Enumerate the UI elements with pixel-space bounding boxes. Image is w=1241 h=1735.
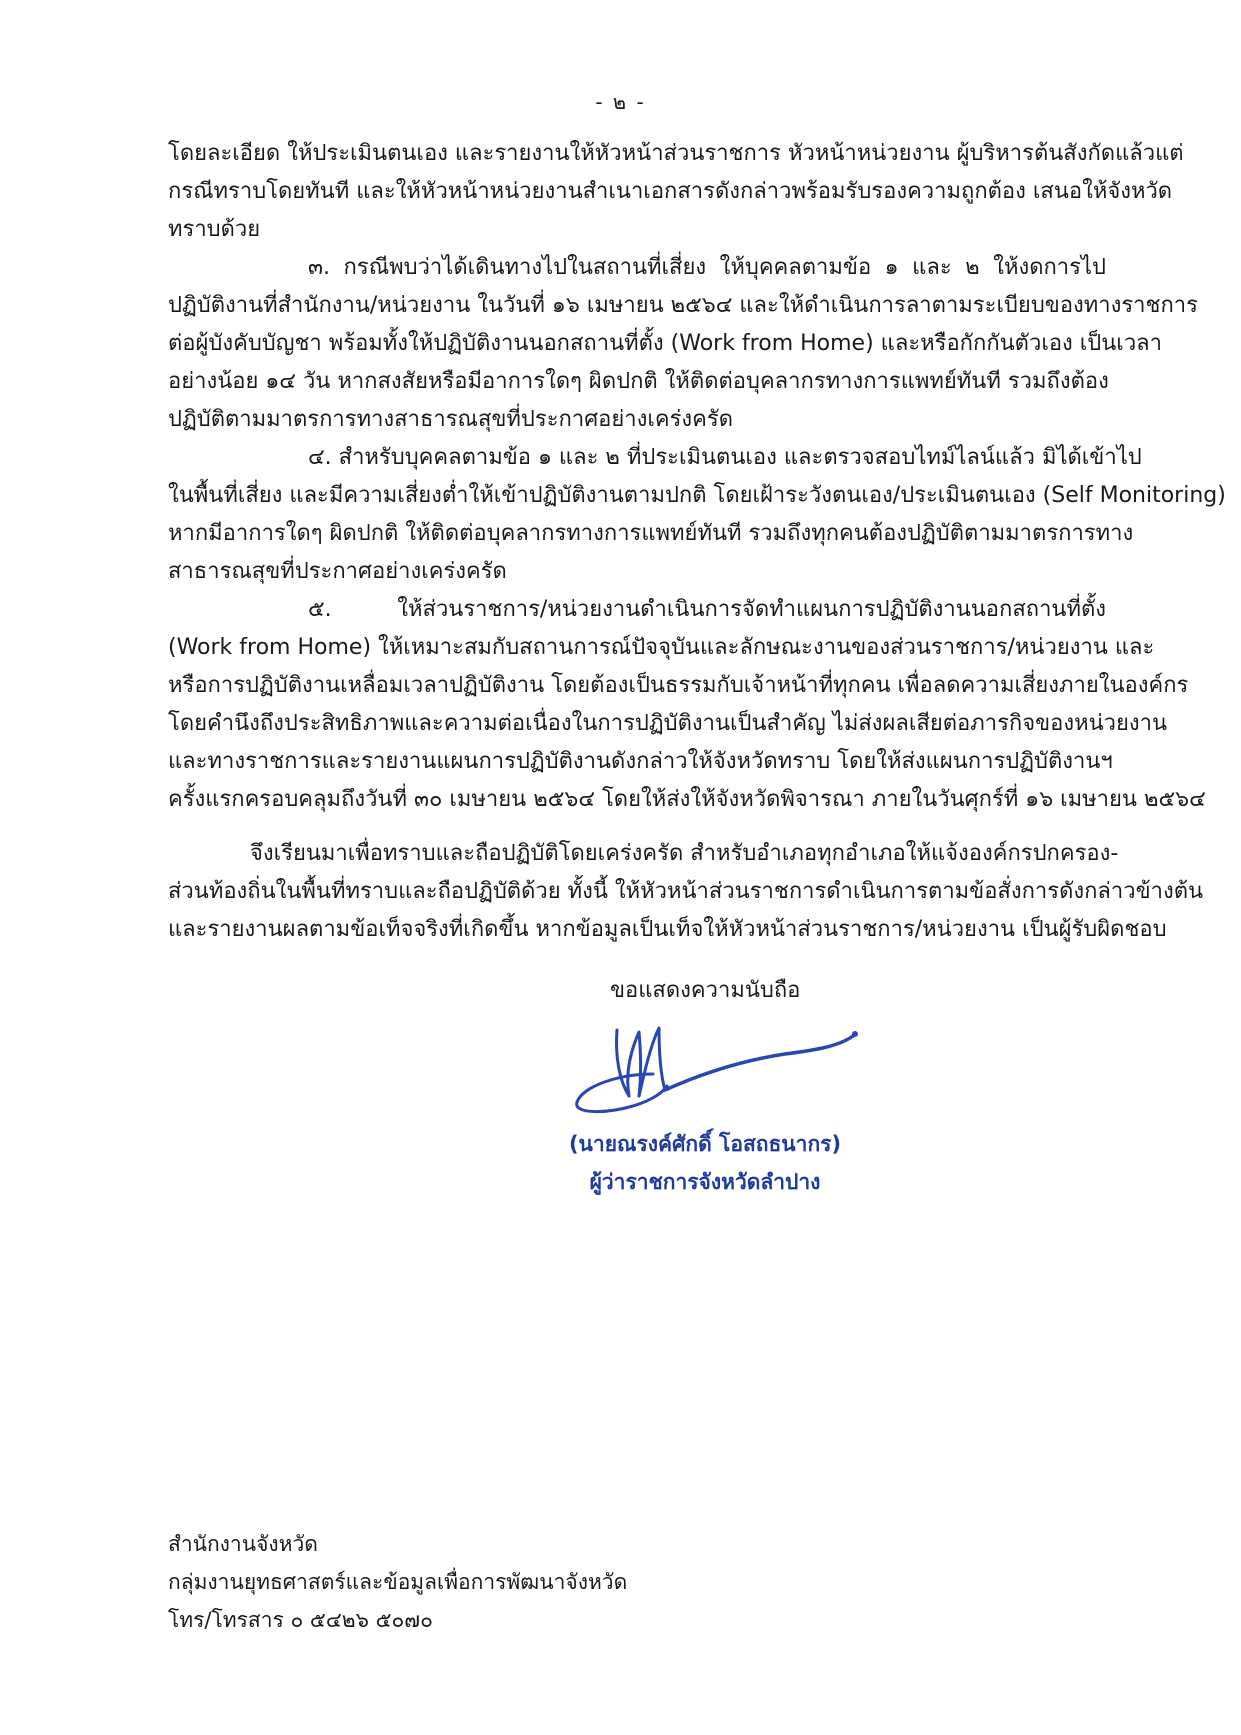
paragraph-line: ครั้งแรกครอบคลุมถึงวันที่ ๓๐ เมษายน ๒๕๖๔ โดยให้ส่งให้จังหวัดพิจารณา ภายในวันศุกร์ที่ ๑๖ เมษายน ๒๕๖๔ xyxy=(168,787,1206,812)
signer-position: ผู้ว่าราชการจังหวัดลำปาง xyxy=(589,1170,821,1194)
footer-division: กลุ่มงานยุทธศาสตร์และข้อมูลเพื่อการพัฒนาจังหวัด xyxy=(168,1570,628,1594)
signer-name: (นายณรงค์ศักดิ์ โอสถธนากร) xyxy=(568,1132,842,1156)
paragraph-line: หรือการปฏิบัติงานเหลื่อมเวลาปฏิบัติงาน โดยต้องเป็นธรรมกับเจ้าหน้าที่ทุกคน เพื่อลดความเสี่ยงภายในองค์กร xyxy=(168,673,1189,698)
paragraph-line: ๔. สำหรับบุคคลตามข้อ ๑ และ ๒ ที่ประเมินตนเอง และตรวจสอบไทม์ไลน์แล้ว มิได้เข้าไป xyxy=(308,445,1142,470)
page-number: - ๒ - xyxy=(595,90,646,114)
paragraph-line: สาธารณสุขที่ประกาศอย่างเคร่งครัด xyxy=(168,559,507,584)
paragraph-line: ในพื้นที่เสี่ยง และมีความเสี่ยงต่ำให้เข้าปฏิบัติงานตามปกติ โดยเฝ้าระวังตนเอง/ประเมินตนเอง (Self Monitoring) xyxy=(168,483,1226,508)
paragraph-line: อย่างน้อย ๑๔ วัน หากสงสัยหรือมีอาการใดๆ ผิดปกติ ให้ติดต่อบุคลากรทางการแพทย์ทันที รวมถึงต้อง xyxy=(168,369,1109,394)
paragraph-line: หากมีอาการใดๆ ผิดปกติ ให้ติดต่อบุคลากรทางการแพทย์ทันที รวมถึงทุกคนต้องปฏิบัติตามมาตรการทาง xyxy=(168,521,1134,546)
paragraph-line: (Work from Home) ให้เหมาะสมกับสถานการณ์ปัจจุบันและลักษณะงานของส่วนราชการ/หน่วยงาน และ xyxy=(168,635,1155,660)
closing-salutation: ขอแสดงความนับถือ xyxy=(610,978,801,1003)
paragraph-line: ปฏิบัติตามมาตรการทางสาธารณสุขที่ประกาศอย่างเคร่งครัด xyxy=(168,407,733,432)
paragraph-line: และรายงานผลตามข้อเท็จจริงที่เกิดขึ้น หากข้อมูลเป็นเท็จให้หัวหน้าส่วนราชการ/หน่วยงาน เป็นผู้รับผิดชอบ xyxy=(168,917,1167,942)
paragraph-line: ส่วนท้องถิ่นในพื้นที่ทราบและถือปฏิบัติด้วย ทั้งนี้ ให้หัวหน้าส่วนราชการดำเนินการตามข้อสั่งการดังกล่าวข้างต้น xyxy=(168,879,1204,904)
footer-office: สำนักงานจังหวัด xyxy=(168,1532,318,1556)
paragraph-line: จึงเรียนมาเพื่อทราบและถือปฏิบัติโดยเคร่งครัด สำหรับอำเภอทุกอำเภอให้แจ้งองค์กรปกครอง- xyxy=(250,841,1119,866)
paragraph-line: ต่อผู้บังคับบัญชา พร้อมทั้งให้ปฏิบัติงานนอกสถานที่ตั้ง (Work from Home) และหรือกักกันตัวเอง เป็นเวลา xyxy=(168,331,1163,356)
paragraph-line: ทราบด้วย xyxy=(168,217,261,242)
paragraph-line: ปฏิบัติงานที่สำนักงาน/หน่วยงาน ในวันที่ ๑๖ เมษายน ๒๕๖๔ และให้ดำเนินการลาตามระเบียบของทางราชการ xyxy=(168,293,1198,318)
paragraph-line: กรณีทราบโดยทันที และให้หัวหน้าหน่วยงานสำเนาเอกสารดังกล่าวพร้อมรับรองความถูกต้อง เสนอให้จังหวัด xyxy=(168,179,1173,204)
handwritten-signature xyxy=(555,1010,875,1120)
paragraph-line: โดยคำนึงถึงประสิทธิภาพและความต่อเนื่องในการปฏิบัติงานเป็นสำคัญ ไม่ส่งผลเสียต่อภารกิจของหน่วยงาน xyxy=(168,711,1168,736)
footer-phone: โทร/โทรสาร ๐ ๕๔๒๖ ๕๐๗๐ xyxy=(168,1608,433,1632)
paragraph-line: ๓. กรณีพบว่าได้เดินทางไปในสถานที่เสี่ยง ให้บุคคลตามข้อ ๑ และ ๒ ให้งดการไป xyxy=(308,255,1106,280)
paragraph-line: และทางราชการและรายงานแผนการปฏิบัติงานดังกล่าวให้จังหวัดทราบ โดยให้ส่งแผนการปฏิบัติงานฯ xyxy=(168,749,1113,774)
paragraph-line: ๕. ให้ส่วนราชการ/หน่วยงานดำเนินการจัดทำแผนการปฏิบัติงานนอกสถานที่ตั้ง xyxy=(308,597,1106,622)
paragraph-line: โดยละเอียด ให้ประเมินตนเอง และรายงานให้หัวหน้าส่วนราชการ หัวหน้าหน่วยงาน ผู้บริหารต้นสังกัดแล้วแต่ xyxy=(168,141,1184,166)
